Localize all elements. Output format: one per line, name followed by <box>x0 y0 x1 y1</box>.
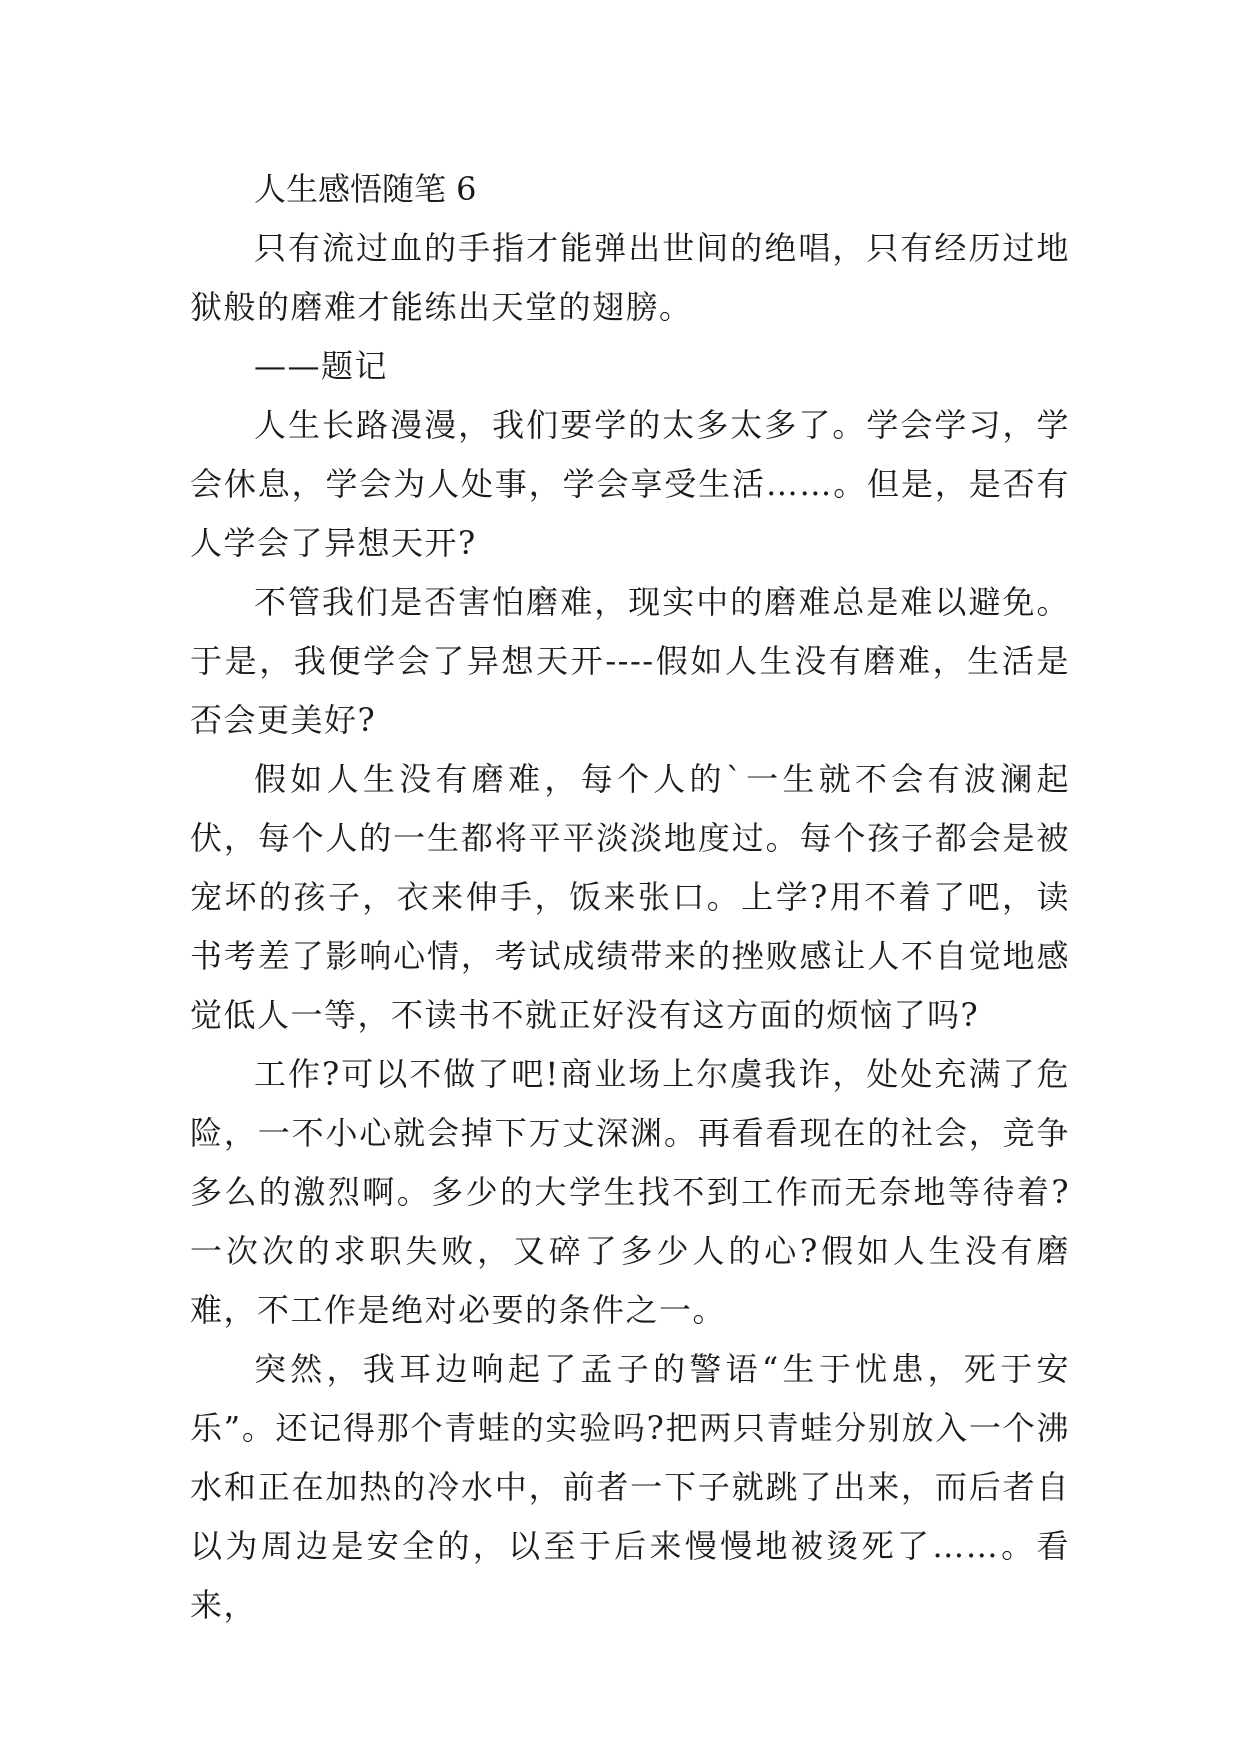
paragraph: 工作?可以不做了吧!商业场上尔虞我诈，处处充满了危险，一不小心就会掉下万丈深渊。再看看现在的社会，竞争多么的激烈啊。多少的大学生找不到工作而无奈地等待着?一次次的求职失败，又碎了多少人的心?假如人生没有磨难，不工作是绝对必要的条件之一。 <box>190 1055 1070 1329</box>
paragraph: 假如人生没有磨难，每个人的`一生就不会有波澜起伏，每个人的一生都将平平淡淡地度过。每个孩子都会是被宠坏的孩子，衣来伸手，饭来张口。上学?用不着了吧，读书考差了影响心情，考试成绩带来的挫败感让人不自觉地感觉低人一等，不读书不就正好没有这方面的烦恼了吗? <box>190 760 1070 1034</box>
document-body <box>190 160 1070 1635</box>
paragraph: 不管我们是否害怕磨难，现实中的磨难总是难以避免。于是，我便学会了异想天开----假如人生没有磨难，生活是否会更美好? <box>190 583 1070 739</box>
paragraph-epigraph-attribution: ——题记 <box>254 347 389 385</box>
paragraph-epigraph: 只有流过血的手指才能弹出世间的绝唱，只有经历过地狱般的磨难才能练出天堂的翅膀。 <box>190 229 1070 326</box>
paragraph: 人生长路漫漫，我们要学的太多太多了。学会学习，学会休息，学会为人处事，学会享受生活……。但是，是否有人学会了异想天开? <box>190 406 1070 562</box>
document-title: 人生感悟随笔 6 <box>254 170 477 208</box>
paragraph: 突然，我耳边响起了孟子的警语“生于忧患，死于安乐”。还记得那个青蛙的实验吗?把两只青蛙分别放入一个沸水和正在加热的冷水中，前者一下子就跳了出来，而后者自以为周边是安全的，以至于后来慢慢地被烫死了……。看来， <box>190 1350 1070 1624</box>
